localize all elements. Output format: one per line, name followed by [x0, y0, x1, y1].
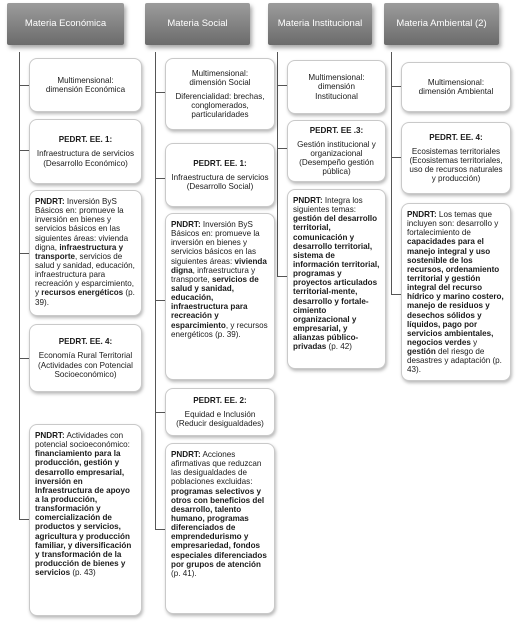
connector-social	[155, 52, 156, 530]
box-line: dimensión Económica	[45, 85, 126, 94]
connector-tick	[155, 92, 165, 93]
text-run: PNDRT:	[293, 196, 323, 205]
connector-tick	[19, 253, 29, 254]
text-run: infraestructura y transporte	[35, 242, 124, 261]
text-run: gestión	[407, 347, 436, 357]
box-pndrt-temas-ambiental	[401, 203, 511, 381]
box-pedrt-ee4-economica	[29, 324, 142, 392]
connector-tick	[155, 300, 165, 301]
box-pedrt-ee4-ambiental	[401, 122, 511, 194]
text-run: Inversión ByS Básicos en: promueve la inversión en bienes y servicios básicos en las siguientes áreas: vivienda digna,	[35, 197, 129, 252]
box-line: Multimensional:	[308, 73, 365, 83]
connector-tick	[155, 529, 165, 530]
text-run: PNDRT:	[171, 220, 201, 229]
connector-ambiental	[391, 52, 392, 295]
connector-tick	[155, 412, 165, 413]
text-run: PNDRT:	[35, 197, 65, 206]
box-pndrt-inversion-social	[165, 213, 275, 380]
box-multidimensional-ambiental	[401, 62, 511, 112]
text-run: gestión del desarrollo territorial, comunicación y desarrollo territorial, sistema de información territorial, programas y proyectos articulados territorial-mente, desarrollo y fortale-cimiento organizacional y empresarial, y alianzas público-privadas	[293, 214, 380, 352]
text-run: financiamiento para la producción, gestión y desarrollo empresarial, inversión en Infraestructura de apoyo a la producción, transformación y comercialización de productos y servicios, agricultura y producción familiar, y diversificación y transformación de la producción de bienes y servicios	[35, 449, 132, 578]
text-run: PNDRT:	[35, 431, 65, 440]
text-run: servicios de salud y sanidad, educación, infraestructura para recreación y esparcimiento	[171, 274, 259, 330]
text-run: del riesgo de desastres y adaptación (p. 43).	[407, 347, 502, 375]
text-run: Acciones afirmativas que reduzcan las desigualdades de poblaciones excluidas:	[171, 450, 262, 487]
box-text: Economía Rural Territorial (Actividades con Potencial Socioeconómico)	[38, 351, 133, 379]
box-multidimensional-economica	[29, 58, 142, 112]
text-run: (p. 41).	[171, 568, 197, 578]
box-pndrt-actividades-economica	[29, 424, 142, 616]
connector-tick	[19, 519, 29, 520]
box-title: PEDRT. EE. 2:	[193, 395, 247, 405]
box-pedrt-ee1-economica	[29, 119, 142, 184]
text-run: capacidades para el manejo integral y uso sostenible de los recursos, ordenamiento territorial y gestión integral del recurso hídrico y marino costero, manejo de residuos y desechos sólidos y líquidos, pago por servicios ambientales, negocios verdes	[407, 237, 504, 347]
box-text: Ecosistemas territoriales (Ecosistemas territoriales, uso de recursos naturales y producción)	[409, 146, 503, 184]
connector-tick	[19, 358, 29, 359]
connector-tick	[391, 157, 401, 158]
text-run: Integra los siguientes temas:	[293, 196, 363, 215]
box-line: dimensión Ambiental	[418, 87, 494, 96]
connector-tick	[155, 178, 165, 179]
box-text: Diferencialidad: brechas, conglomerados, particularidades	[175, 91, 265, 120]
header-materia-ambiental: Materia Ambiental (2)	[384, 3, 499, 45]
connector-tick	[19, 150, 29, 151]
box-pedrt-ee3-institucional	[287, 120, 386, 182]
box-title: PEDRT. EE. 1:	[193, 158, 247, 168]
connector-tick	[277, 148, 287, 149]
text-run: , infraestructura y transporte,	[171, 265, 256, 284]
box-line: Multimensional:	[191, 68, 249, 78]
connector-tick	[391, 294, 401, 295]
text-run: (p. 39).	[35, 288, 135, 307]
header-materia-institucional: Materia Institucional	[268, 3, 372, 45]
box-line: dimensión Social	[189, 77, 251, 87]
text-run: vivienda digna	[171, 256, 267, 275]
connector-tick	[19, 85, 29, 86]
box-multidimensional-social	[165, 58, 275, 130]
text-run: Los temas que incluyen son: desarrollo y fortalecimiento de	[407, 210, 499, 238]
header-materia-social: Materia Social	[145, 3, 250, 45]
text-run: PNDRT:	[171, 450, 201, 459]
box-pndrt-inversion-economica	[29, 190, 142, 316]
text-run: PNDRT:	[407, 210, 437, 219]
text-run: y	[470, 337, 478, 347]
box-title: PEDRT. EE. 1:	[58, 135, 113, 145]
box-pndrt-integra-institucional	[287, 189, 386, 369]
box-title: PEDRT. EE. 4:	[429, 132, 483, 142]
box-line: dimensión	[318, 82, 355, 92]
connector-economica	[19, 52, 20, 520]
text-run: (p. 43)	[70, 568, 96, 578]
box-pedrt-ee2-social	[165, 388, 275, 436]
text-run: , servicios de salud y sanidad, educación, infraestructura para recreación y esparcimiento, y	[35, 251, 135, 298]
text-run: Inversión ByS Básicos en: promueve la inversión en bienes y servicios básicos en las siguientes áreas:	[171, 220, 260, 266]
box-text: Infraestructura de servicios (Desarrollo Social)	[171, 172, 269, 192]
connector-tick	[277, 276, 287, 277]
box-text: Equidad e Inclusión (Reducir desigualdades)	[176, 409, 264, 429]
box-title: PEDRT. EE. 4:	[58, 337, 113, 347]
box-text: Gestión institucional y organizacional (Desempeño gestión pública)	[297, 139, 376, 177]
connector-tick	[391, 86, 401, 87]
box-multidimensional-institucional	[287, 60, 386, 114]
box-title: PEDRT. EE .3:	[309, 125, 364, 135]
box-text: Infraestructura de servicios (Desarrollo Económico)	[36, 149, 135, 168]
box-line: Institucional	[315, 91, 358, 101]
box-line: Multimensional:	[427, 77, 485, 87]
header-materia-economica: Materia Económica	[7, 3, 124, 45]
box-pedrt-ee1-social	[165, 143, 275, 207]
text-run: (p. 42)	[326, 342, 352, 352]
text-run: programas selectivos y otros con beneficios del desarrollo, talento humano, programas diferenciados de emprendedurismo y empresariedad, fondos especiales diferenciados por grupos de atención	[171, 486, 267, 569]
text-run: recursos energéticos	[41, 288, 124, 298]
connector-tick	[277, 85, 287, 86]
text-run: , y recursos energéticos (p. 39).	[171, 320, 268, 339]
box-pndrt-acciones-social	[165, 443, 275, 614]
text-run: Actividades con potencial socioeconómico:	[35, 431, 130, 450]
box-line: Multimensional:	[57, 75, 114, 85]
